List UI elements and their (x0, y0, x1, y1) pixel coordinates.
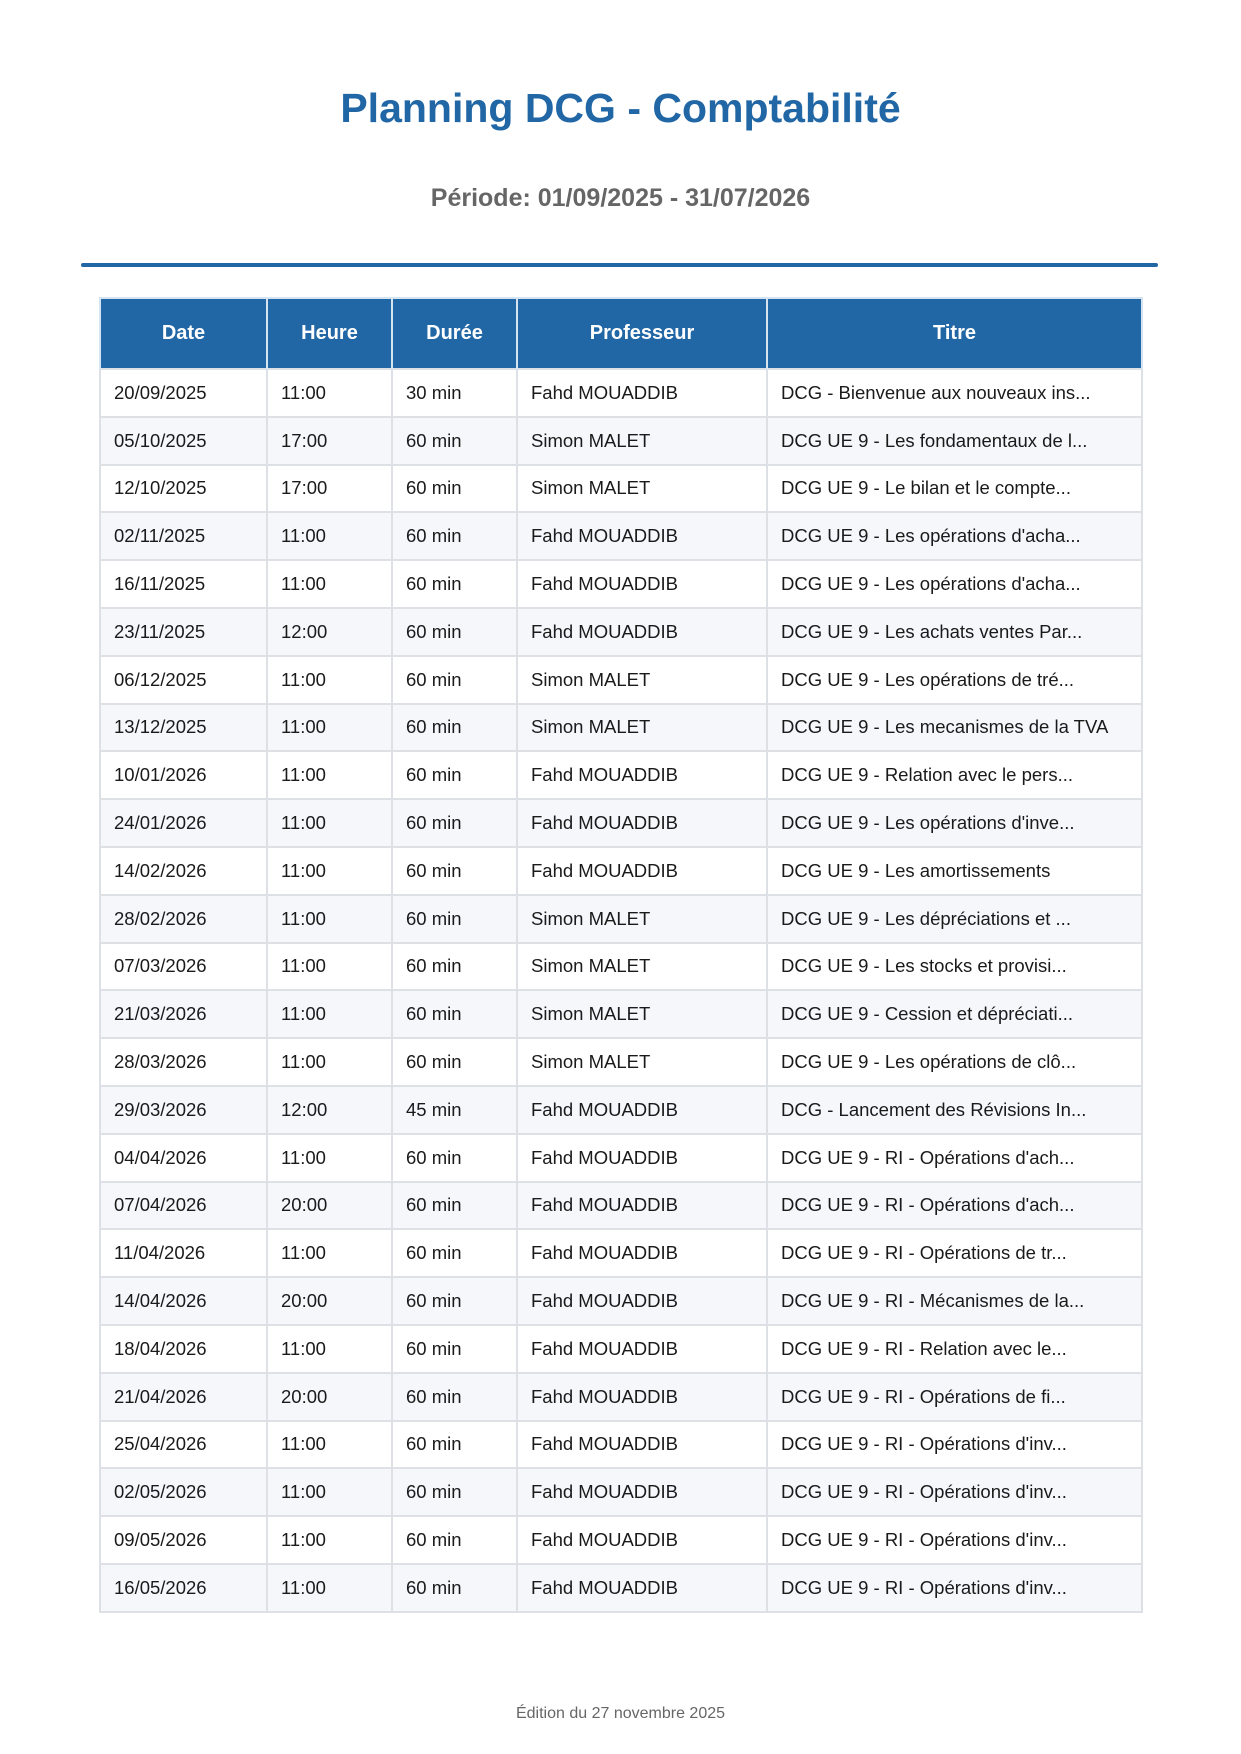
date-cell: 11/04/2026 (100, 1229, 267, 1277)
duration-cell: 60 min (392, 656, 517, 704)
professor-cell: Fahd MOUADDIB (517, 1229, 767, 1277)
title-cell: DCG UE 9 - Cession et dépréciati... (767, 990, 1142, 1038)
title-cell: DCG UE 9 - RI - Opérations d'ach... (767, 1182, 1142, 1230)
table-row (100, 1277, 1142, 1325)
time-cell: 11:00 (267, 1038, 392, 1086)
column-header-date: Date (100, 298, 267, 369)
table-row (100, 1182, 1142, 1230)
time-cell: 11:00 (267, 1421, 392, 1469)
title-cell: DCG UE 9 - Les opérations d'acha... (767, 560, 1142, 608)
professor-cell: Fahd MOUADDIB (517, 608, 767, 656)
title-cell: DCG UE 9 - Les opérations de clô... (767, 1038, 1142, 1086)
column-header-titre: Titre (767, 298, 1142, 369)
title-cell: DCG - Lancement des Révisions In... (767, 1086, 1142, 1134)
title-cell: DCG UE 9 - Le bilan et le compte... (767, 465, 1142, 513)
title-cell: DCG UE 9 - Les achats ventes Par... (767, 608, 1142, 656)
duration-cell: 60 min (392, 1564, 517, 1612)
time-cell: 11:00 (267, 369, 392, 417)
title-cell: DCG - Bienvenue aux nouveaux ins... (767, 369, 1142, 417)
title-cell: DCG UE 9 - Les stocks et provisi... (767, 943, 1142, 991)
professor-cell: Fahd MOUADDIB (517, 1516, 767, 1564)
table-row (100, 608, 1142, 656)
duration-cell: 60 min (392, 608, 517, 656)
time-cell: 17:00 (267, 417, 392, 465)
table-row (100, 1373, 1142, 1421)
title-cell: DCG UE 9 - RI - Opérations d'inv... (767, 1421, 1142, 1469)
title-cell: DCG UE 9 - RI - Mécanismes de la... (767, 1277, 1142, 1325)
date-cell: 16/11/2025 (100, 560, 267, 608)
date-cell: 13/12/2025 (100, 704, 267, 752)
date-cell: 02/05/2026 (100, 1468, 267, 1516)
table-row (100, 1038, 1142, 1086)
professor-cell: Fahd MOUADDIB (517, 1468, 767, 1516)
duration-cell: 60 min (392, 847, 517, 895)
time-cell: 12:00 (267, 1086, 392, 1134)
table-header-row (100, 298, 1142, 369)
professor-cell: Simon MALET (517, 704, 767, 752)
title-cell: DCG UE 9 - Les opérations de tré... (767, 656, 1142, 704)
table-row (100, 369, 1142, 417)
professor-cell: Fahd MOUADDIB (517, 847, 767, 895)
duration-cell: 60 min (392, 1038, 517, 1086)
time-cell: 11:00 (267, 751, 392, 799)
table-row (100, 990, 1142, 1038)
professor-cell: Fahd MOUADDIB (517, 799, 767, 847)
professor-cell: Simon MALET (517, 417, 767, 465)
time-cell: 11:00 (267, 1516, 392, 1564)
duration-cell: 60 min (392, 1229, 517, 1277)
table-row (100, 1229, 1142, 1277)
table-row (100, 417, 1142, 465)
duration-cell: 60 min (392, 1421, 517, 1469)
table-row (100, 1564, 1142, 1612)
professor-cell: Simon MALET (517, 465, 767, 513)
title-cell: DCG UE 9 - Relation avec le pers... (767, 751, 1142, 799)
time-cell: 11:00 (267, 990, 392, 1038)
date-cell: 16/05/2026 (100, 1564, 267, 1612)
duration-cell: 60 min (392, 560, 517, 608)
duration-cell: 60 min (392, 1373, 517, 1421)
date-cell: 29/03/2026 (100, 1086, 267, 1134)
time-cell: 17:00 (267, 465, 392, 513)
date-cell: 05/10/2025 (100, 417, 267, 465)
time-cell: 11:00 (267, 847, 392, 895)
professor-cell: Fahd MOUADDIB (517, 1373, 767, 1421)
title-cell: DCG UE 9 - RI - Opérations d'inv... (767, 1468, 1142, 1516)
time-cell: 20:00 (267, 1277, 392, 1325)
date-cell: 23/11/2025 (100, 608, 267, 656)
table-row (100, 1468, 1142, 1516)
professor-cell: Simon MALET (517, 656, 767, 704)
table-row (100, 1325, 1142, 1373)
date-cell: 07/03/2026 (100, 943, 267, 991)
title-cell: DCG UE 9 - RI - Opérations d'inv... (767, 1564, 1142, 1612)
title-cell: DCG UE 9 - RI - Relation avec le... (767, 1325, 1142, 1373)
duration-cell: 45 min (392, 1086, 517, 1134)
column-header-heure: Heure (267, 298, 392, 369)
duration-cell: 60 min (392, 1277, 517, 1325)
time-cell: 11:00 (267, 1325, 392, 1373)
column-header-professeur: Professeur (517, 298, 767, 369)
professor-cell: Fahd MOUADDIB (517, 560, 767, 608)
date-cell: 28/02/2026 (100, 895, 267, 943)
date-cell: 10/01/2026 (100, 751, 267, 799)
title-cell: DCG UE 9 - RI - Opérations de fi... (767, 1373, 1142, 1421)
title-cell: DCG UE 9 - Les amortissements (767, 847, 1142, 895)
date-cell: 12/10/2025 (100, 465, 267, 513)
professor-cell: Fahd MOUADDIB (517, 1086, 767, 1134)
table-row (100, 560, 1142, 608)
date-cell: 20/09/2025 (100, 369, 267, 417)
duration-cell: 60 min (392, 990, 517, 1038)
title-cell: DCG UE 9 - RI - Opérations de tr... (767, 1229, 1142, 1277)
duration-cell: 60 min (392, 751, 517, 799)
table-row (100, 895, 1142, 943)
title-cell: DCG UE 9 - RI - Opérations d'ach... (767, 1134, 1142, 1182)
title-cell: DCG UE 9 - Les fondamentaux de l... (767, 417, 1142, 465)
edition-footer: Édition du 27 novembre 2025 (515, 1705, 726, 1722)
duration-cell: 60 min (392, 465, 517, 513)
title-cell: DCG UE 9 - Les opérations d'acha... (767, 512, 1142, 560)
date-cell: 06/12/2025 (100, 656, 267, 704)
professor-cell: Fahd MOUADDIB (517, 1277, 767, 1325)
title-cell: DCG UE 9 - RI - Opérations d'inv... (767, 1516, 1142, 1564)
time-cell: 11:00 (267, 1134, 392, 1182)
time-cell: 11:00 (267, 560, 392, 608)
professor-cell: Simon MALET (517, 943, 767, 991)
duration-cell: 60 min (392, 1468, 517, 1516)
duration-cell: 30 min (392, 369, 517, 417)
duration-cell: 60 min (392, 943, 517, 991)
time-cell: 11:00 (267, 512, 392, 560)
time-cell: 12:00 (267, 608, 392, 656)
header-divider (81, 263, 1158, 267)
title-cell: DCG UE 9 - Les dépréciations et ... (767, 895, 1142, 943)
duration-cell: 60 min (392, 1516, 517, 1564)
date-cell: 09/05/2026 (100, 1516, 267, 1564)
table-row (100, 1516, 1142, 1564)
time-cell: 11:00 (267, 1564, 392, 1612)
table-row (100, 799, 1142, 847)
table-row (100, 847, 1142, 895)
time-cell: 11:00 (267, 656, 392, 704)
professor-cell: Fahd MOUADDIB (517, 1564, 767, 1612)
title-cell: DCG UE 9 - Les mecanismes de la TVA (767, 704, 1142, 752)
date-cell: 14/02/2026 (100, 847, 267, 895)
date-cell: 07/04/2026 (100, 1182, 267, 1230)
table-row (100, 512, 1142, 560)
professor-cell: Fahd MOUADDIB (517, 751, 767, 799)
time-cell: 11:00 (267, 1229, 392, 1277)
professor-cell: Simon MALET (517, 1038, 767, 1086)
time-cell: 11:00 (267, 799, 392, 847)
date-cell: 04/04/2026 (100, 1134, 267, 1182)
column-header-duree: Durée (392, 298, 517, 369)
table-row (100, 1086, 1142, 1134)
page-title: Planning DCG - Comptabilité (340, 85, 901, 131)
date-cell: 02/11/2025 (100, 512, 267, 560)
professor-cell: Fahd MOUADDIB (517, 512, 767, 560)
table-body (100, 369, 1142, 1612)
date-cell: 25/04/2026 (100, 1421, 267, 1469)
table-row (100, 656, 1142, 704)
date-cell: 18/04/2026 (100, 1325, 267, 1373)
duration-cell: 60 min (392, 1182, 517, 1230)
professor-cell: Simon MALET (517, 990, 767, 1038)
duration-cell: 60 min (392, 1134, 517, 1182)
professor-cell: Simon MALET (517, 895, 767, 943)
date-cell: 21/04/2026 (100, 1373, 267, 1421)
date-cell: 21/03/2026 (100, 990, 267, 1038)
schedule-table (99, 297, 1143, 1613)
time-cell: 20:00 (267, 1373, 392, 1421)
professor-cell: Fahd MOUADDIB (517, 1182, 767, 1230)
professor-cell: Fahd MOUADDIB (517, 1134, 767, 1182)
date-cell: 28/03/2026 (100, 1038, 267, 1086)
table-row (100, 751, 1142, 799)
table-row (100, 943, 1142, 991)
duration-cell: 60 min (392, 799, 517, 847)
professor-cell: Fahd MOUADDIB (517, 1421, 767, 1469)
time-cell: 11:00 (267, 943, 392, 991)
time-cell: 11:00 (267, 1468, 392, 1516)
date-cell: 24/01/2026 (100, 799, 267, 847)
period-subtitle: Période: 01/09/2025 - 31/07/2026 (430, 184, 811, 212)
title-cell: DCG UE 9 - Les opérations d'inve... (767, 799, 1142, 847)
time-cell: 20:00 (267, 1182, 392, 1230)
duration-cell: 60 min (392, 704, 517, 752)
professor-cell: Fahd MOUADDIB (517, 369, 767, 417)
professor-cell: Fahd MOUADDIB (517, 1325, 767, 1373)
time-cell: 11:00 (267, 704, 392, 752)
table-row (100, 1134, 1142, 1182)
table-row (100, 465, 1142, 513)
duration-cell: 60 min (392, 895, 517, 943)
date-cell: 14/04/2026 (100, 1277, 267, 1325)
table-row (100, 704, 1142, 752)
time-cell: 11:00 (267, 895, 392, 943)
duration-cell: 60 min (392, 512, 517, 560)
table-row (100, 1421, 1142, 1469)
duration-cell: 60 min (392, 1325, 517, 1373)
duration-cell: 60 min (392, 417, 517, 465)
